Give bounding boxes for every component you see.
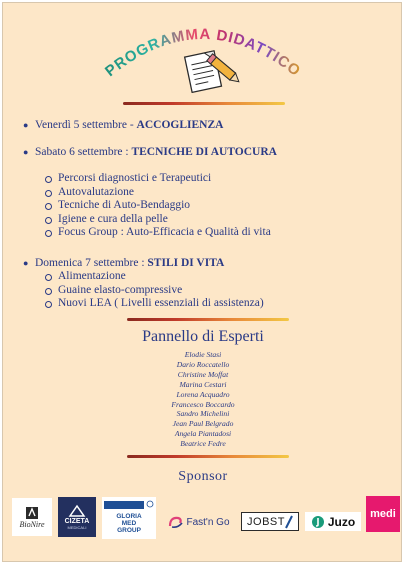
day-3 [23, 256, 224, 270]
expert-name: Lorena Acquadro [176, 389, 230, 399]
expert-name: Jean Paul Belgrado [172, 419, 234, 429]
expert-name: Dario Roccatello [176, 359, 230, 369]
experts-list [3, 350, 403, 449]
list-item: Nuovi LEA ( Livelli essenziali di assistenza) [45, 297, 264, 311]
cizeta-subtext: MEDICALI [67, 525, 87, 530]
day-3-date: Domenica 7 settembre : [35, 257, 148, 269]
day-1 [23, 118, 223, 132]
bullet-dot: ● [23, 258, 29, 268]
gloria-med-logo [102, 497, 156, 539]
list-item: Igiene e cura della pelle [45, 213, 271, 227]
expert-name: Christine Moffat [177, 369, 229, 379]
panel-title: Pannello di Esperti [142, 328, 264, 345]
page-title: PROGRAMMA DIDATTICO [101, 25, 304, 81]
jobst-logo [241, 512, 299, 531]
divider-middle [127, 318, 289, 321]
flyer-page [2, 2, 402, 562]
jobst-text: JOBST [247, 515, 285, 528]
expert-name: Elodie Stasi [184, 350, 222, 359]
list-item: Focus Group : Auto-Efficacia e Qualità di vita [45, 226, 271, 240]
bullet-dot: ● [23, 147, 29, 157]
day-2-list [45, 172, 271, 240]
gloria-text-3: GROUP [117, 526, 141, 534]
expert-name: Sandro Michelini [176, 409, 230, 419]
day-1-topic: ACCOGLIENZA [136, 119, 224, 131]
divider-bottom [127, 455, 289, 458]
gloria-text-1: GLORIA [116, 512, 142, 520]
fastngo-text: Fast'n Go [186, 516, 230, 528]
fastngo-swirl-icon [168, 514, 184, 530]
juzo-text: Juzo [327, 514, 356, 529]
list-item: Alimentazione [45, 270, 264, 284]
cizeta-logo [58, 497, 96, 537]
day-2-date: Sabato 6 settembre : [35, 146, 132, 158]
cizeta-text: CIZETA [64, 518, 90, 525]
list-item: Tecniche di Auto-Bendaggio [45, 199, 271, 213]
bullet-dot: ● [23, 120, 29, 130]
jobst-slash-icon [285, 515, 293, 529]
medi-text: medi [370, 508, 396, 520]
day-2 [23, 145, 277, 159]
medi-logo [366, 496, 400, 532]
expert-name: Angela Piantadosi [174, 429, 232, 439]
list-item: Percorsi diagnostici e Terapeutici [45, 172, 271, 186]
expert-name: Beatrice Fedre [180, 439, 226, 449]
gloria-text-2: MED [121, 519, 137, 527]
day-2-topic: TECNICHE DI AUTOCURA [131, 146, 277, 158]
document-pencil-icon [178, 47, 240, 93]
day-3-topic: STILI DI VITA [147, 257, 225, 269]
expert-name: Francesco Boccardo [171, 399, 235, 409]
divider-top [123, 102, 285, 105]
fastngo-logo [162, 511, 236, 533]
expert-name: Marina Cestari [179, 379, 227, 389]
list-item: Autovalutazione [45, 186, 271, 200]
title-area [3, 3, 403, 103]
juzo-circle-icon [311, 515, 325, 529]
gloria-bar-icon [104, 499, 154, 511]
list-item: Guaine elasto-compressive [45, 284, 264, 298]
cizeta-mark-icon [68, 504, 86, 518]
juzo-logo [305, 512, 361, 531]
sponsor-title: Sponsor [178, 469, 228, 484]
biosire-logo [12, 498, 52, 536]
biosire-mark-icon [25, 506, 39, 520]
day-3-list [45, 270, 264, 311]
biosire-text: BioNire [19, 519, 45, 529]
day-1-date: Venerdì 5 settembre - [35, 119, 137, 131]
